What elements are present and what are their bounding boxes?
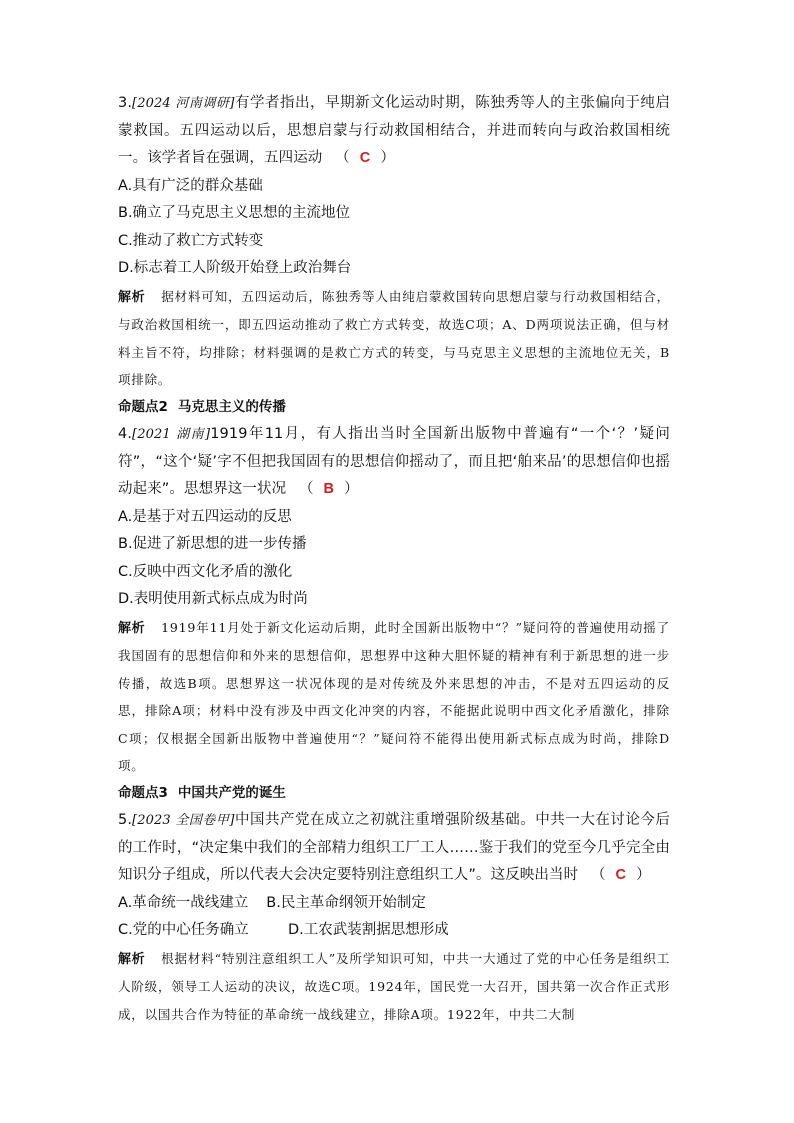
section-heading bbox=[118, 394, 670, 422]
question-number: 3. bbox=[118, 95, 133, 111]
answer-letter: B bbox=[323, 481, 335, 497]
option-b: B.促进了新思想的进一步传播 bbox=[118, 536, 307, 552]
question-number: 5. bbox=[118, 812, 133, 828]
option-a: A.具有广泛的群众基础 bbox=[118, 177, 263, 194]
document-content bbox=[118, 90, 670, 1028]
question-number: 4. bbox=[118, 426, 133, 442]
analysis-text: 根据材料“特别注意组织工人”及所学知识可知，中共一大通过了党的中心任务是组织工人阶级，领导工人运动的决议，故选C项。1924年，国民党一大召开，国共第一次合作正式形成，以国共合作为特征的革命统一战线建立，排除A项。1922年，中共二大制 bbox=[118, 950, 670, 1022]
option-c: C.推动了救亡方式转变 bbox=[118, 232, 264, 249]
option-d: D.工农武装割据思想形成 bbox=[288, 922, 449, 938]
question-5 bbox=[118, 807, 670, 1028]
option-a: A.革命统一战线建立 bbox=[118, 894, 249, 911]
option-b: B.确立了马克思主义思想的主流地位 bbox=[118, 205, 351, 221]
analysis bbox=[118, 283, 670, 394]
question-3 bbox=[118, 90, 670, 394]
analysis-text: 据材料可知，五四运动后，陈独秀等人由纯启蒙救国转向思想启蒙与行动救国相结合，与政治救国相统一，即五四运动推动了救亡方式转变，故选C项；A、D两项说法正确，但与材料主旨不符，均排除；材料强调的是救亡方式的转变，与马克思主义思想的主流地位无关，B项排除。 bbox=[118, 288, 670, 387]
option-c: C.反映中西文化矛盾的激化 bbox=[118, 563, 293, 580]
section-heading bbox=[118, 780, 670, 808]
analysis-label: 解析 bbox=[118, 620, 146, 636]
question-text: 1919年11月，有人指出当时全国新出版物中普遍有“一个‘？’疑问符”，“这个‘疑’字不但把我国固有的思想信仰摇动了，而且把‘舶来品’的思想信仰也摇动起来”。思想界这一状况 bbox=[118, 426, 670, 497]
answer-bracket: （ C ） bbox=[335, 150, 395, 166]
question-text: 中国共产党在成立之初就注重增强阶级基础。中共一大在讨论今后的工作时，“决定集中我们的全部精力组织工厂工人……鉴于我们的党至今几乎完全由知识分子组成，所以代表大会决定要特别注意组织工人”。这反映出当时 bbox=[118, 812, 670, 883]
question-stem bbox=[118, 807, 670, 890]
answer-bracket: （ B ） bbox=[298, 481, 359, 497]
question-text: 有学者指出，早期新文化运动时期，陈独秀等人的主张偏向于纯启蒙救国。五四运动以后，思想启蒙与行动救国相结合，并进而转向与政治救国相统一。该学者旨在强调，五四运动 bbox=[118, 95, 670, 166]
option-c: C.党的中心任务确立 bbox=[118, 922, 249, 938]
analysis-label: 解析 bbox=[118, 289, 146, 305]
options-row bbox=[118, 890, 670, 918]
question-4 bbox=[118, 421, 670, 780]
analysis-label: 解析 bbox=[118, 951, 146, 967]
section-label: 命题点3 bbox=[118, 784, 168, 801]
question-stem bbox=[118, 421, 670, 504]
answer-bracket: （ C ） bbox=[590, 867, 651, 883]
option-b: B.民主革命纲领开始制定 bbox=[266, 894, 426, 911]
question-stem bbox=[118, 90, 670, 173]
option-a: A.是基于对五四运动的反思 bbox=[118, 508, 292, 525]
analysis bbox=[118, 945, 670, 1029]
section-title: 马克思主义的传播 bbox=[177, 398, 286, 415]
question-source: [2021 湖南] bbox=[132, 427, 211, 442]
answer-letter: C bbox=[359, 150, 371, 166]
question-source: [2024 河南调研] bbox=[132, 96, 235, 111]
analysis bbox=[118, 614, 670, 780]
option-d: D.表明使用新式标点成为时尚 bbox=[118, 591, 308, 607]
section-label: 命题点2 bbox=[118, 398, 168, 415]
answer-letter: C bbox=[615, 867, 627, 883]
options-row bbox=[118, 917, 670, 945]
section-title: 中国共产党的诞生 bbox=[177, 784, 286, 801]
analysis-text: 1919年11月处于新文化运动后期，此时全国新出版物中“？”疑问符的普遍使用动摇了我国固有的思想信仰和外来的思想信仰，思想界中这种大胆怀疑的精神有利于新思想的进一步传播，故选B项。思想界这一状况体现的是对传统及外来思想的冲击，不是对五四运动的反思，排除A项；材料中没有涉及中西文化冲突的内容，不能据此说明中西文化矛盾激化，排除C项；仅根据全国新出版物中普遍使用“？”疑问符不能得出使用新式标点成为时尚，排除D项。 bbox=[118, 619, 670, 773]
question-source: [2023 全国卷甲] bbox=[132, 813, 235, 828]
option-d: D.标志着工人阶级开始登上政治舞台 bbox=[118, 260, 352, 276]
